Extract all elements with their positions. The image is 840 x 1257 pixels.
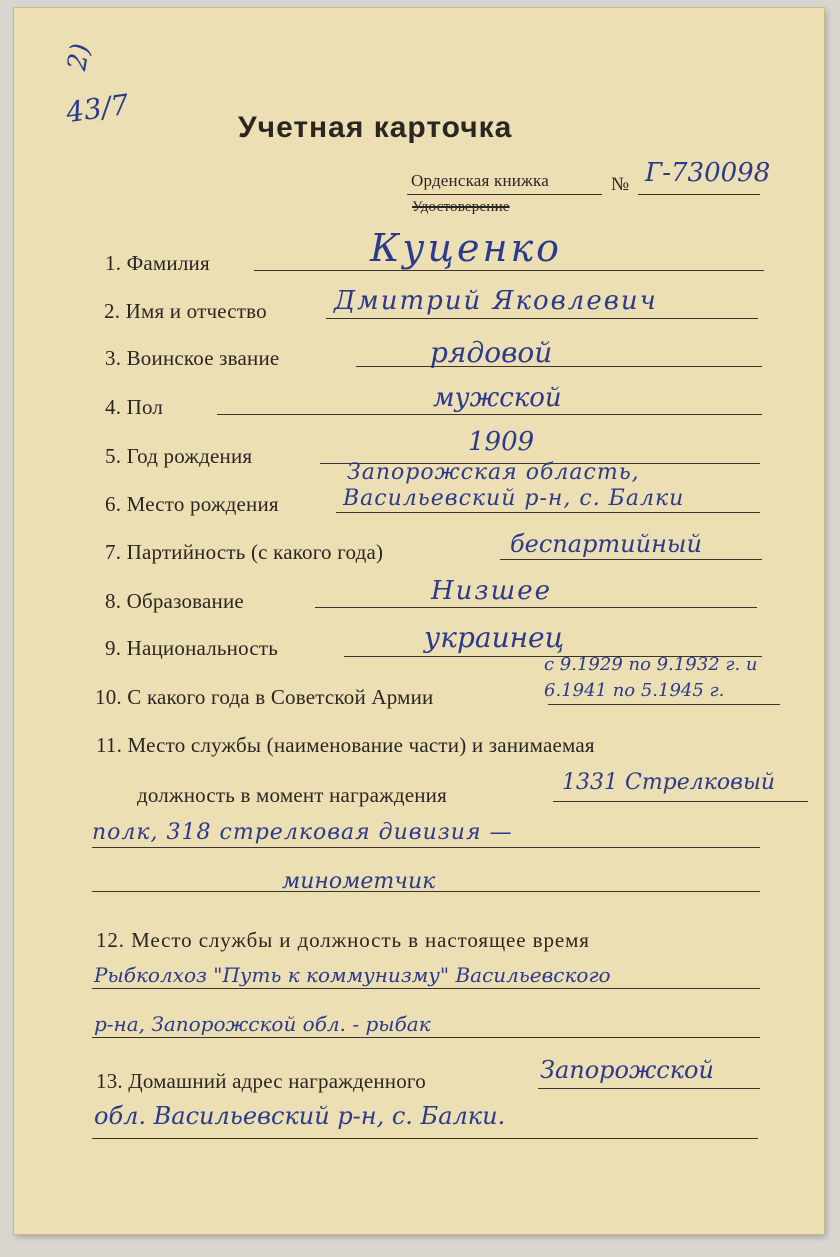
field-value-birth-year: 1909 <box>468 427 535 457</box>
margin-note-number: 43/7 <box>64 87 131 130</box>
page-title: Учетная карточка <box>238 111 513 144</box>
field-label-party: 7. Партийность (с какого года) <box>105 540 384 564</box>
field-label-birthplace: 6. Место рождения <box>105 492 279 516</box>
field-line-army-since <box>548 704 780 705</box>
order-book-number: Г-730098 <box>645 158 771 188</box>
field-line-current-service-1 <box>92 988 760 989</box>
field-value-birthplace-line2: Васильевский р-н, с. Балки <box>343 486 685 511</box>
field-line-home-address-1 <box>538 1088 760 1089</box>
field-value-education: Низшее <box>431 576 553 606</box>
field-label-service-place: 11. Место службы (наименование части) и занимаемая <box>96 733 595 757</box>
field-line-birthplace <box>336 512 760 513</box>
field-label-surname: 1. Фамилия <box>105 251 210 275</box>
field-value-army-period-2: 6.1941 по 5.1945 г. <box>544 680 725 701</box>
field-line-service-place-1 <box>553 801 808 802</box>
field-line-home-address-2 <box>92 1138 758 1139</box>
field-value-name: Дмитрий Яковлевич <box>334 286 658 316</box>
field-value-birthplace-line1: Запорожская область, <box>347 460 640 485</box>
field-line-service-place-3 <box>92 891 760 892</box>
field-label-current-service: 12. Место службы и должность в настоящее время <box>96 928 590 952</box>
field-line-education <box>315 607 757 608</box>
award-record-card <box>14 8 824 1234</box>
number-sign: № <box>611 174 630 195</box>
margin-note-top: 2) <box>62 41 97 73</box>
field-label-army-since: 10. С какого года в Советской Армии <box>95 685 434 709</box>
field-value-home-address-1: Запорожской <box>540 1056 714 1084</box>
field-value-service-place-1: 1331 Стрелковый <box>562 770 776 795</box>
field-line-name <box>326 318 758 319</box>
field-label-service-place-cont: должность в момент награждения <box>137 783 447 807</box>
field-line-service-place-2 <box>92 847 760 848</box>
field-line-current-service-2 <box>92 1037 760 1038</box>
order-book-label: Орденская книжка <box>411 171 549 190</box>
field-value-rank: рядовой <box>430 336 553 369</box>
field-value-home-address-2: обл. Васильевский р-н, с. Балки. <box>94 1102 506 1130</box>
field-value-sex: мужской <box>433 383 562 413</box>
certificate-label-struck: Удостоверение <box>412 199 510 215</box>
field-label-rank: 3. Воинское звание <box>105 346 280 370</box>
field-value-current-service-1: Рыбколхоз "Путь к коммунизму" Васильевского <box>94 963 611 987</box>
field-label-nationality: 9. Национальность <box>105 636 278 660</box>
field-value-current-service-2: р-на, Запорожской обл. - рыбак <box>94 1012 431 1036</box>
number-line <box>638 194 760 195</box>
field-label-sex: 4. Пол <box>105 395 164 419</box>
field-value-nationality: украинец <box>424 621 565 654</box>
field-value-army-period-1: с 9.1929 по 9.1932 г. и <box>544 654 758 675</box>
order-book-line <box>407 194 602 195</box>
field-line-sex <box>217 414 762 415</box>
field-value-party: беспартийный <box>510 530 702 558</box>
field-label-name: 2. Имя и отчество <box>104 299 267 323</box>
field-line-party <box>500 559 762 560</box>
field-value-service-place-2: полк, 318 стрелковая дивизия — <box>92 820 513 845</box>
field-label-education: 8. Образование <box>105 589 244 613</box>
field-line-rank <box>356 366 762 367</box>
field-line-surname <box>254 270 764 271</box>
field-value-service-place-3: минометчик <box>282 869 436 894</box>
field-label-home-address: 13. Домашний адрес награжденного <box>96 1069 426 1093</box>
field-value-surname: Куценко <box>370 226 563 270</box>
field-label-birth-year: 5. Год рождения <box>105 444 253 468</box>
